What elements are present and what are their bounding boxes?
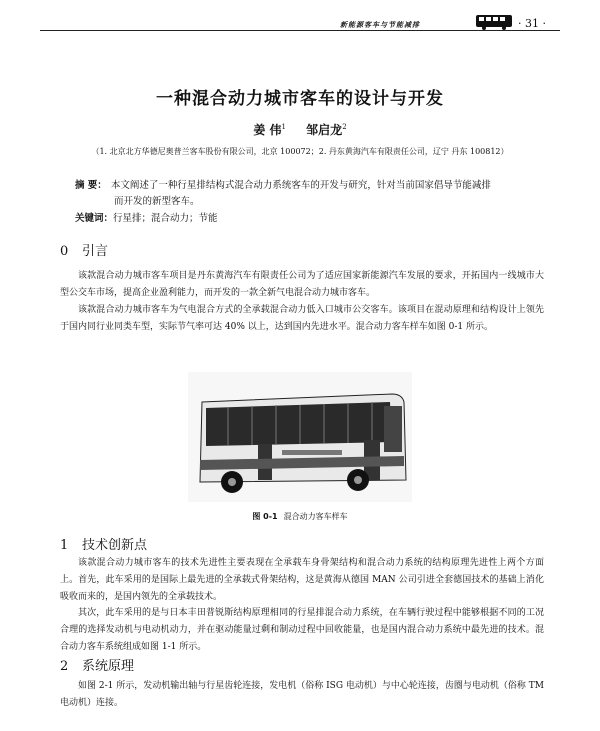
author-2: 邹启龙$^2$ (306, 123, 347, 137)
section-heading-0: 0 引言 (60, 244, 109, 259)
abstract-text-2: 而开发的新型客车。 (114, 196, 200, 207)
paragraph-0-1: 该款混合动力城市客车项目是丹东黄海汽车有限责任公司为了适应国家新能源汽车发展的要求，开拓国内一线城市大型公交车市场，提高企业盈利能力，而开发的一款全新气电混合动力城市客车。 (60, 271, 544, 298)
author-list (0, 121, 600, 138)
abstract (75, 178, 555, 210)
figure-title: 混合动力客车样车 (283, 512, 348, 521)
bus-photo (188, 372, 412, 502)
section-heading-1: 1 技术创新点 (60, 538, 148, 553)
paragraph-1-2: 其次，此车采用的是与日本丰田普锐斯结构原理相同的行星排混合动力系统，在车辆行驶过程中能够根据不同的工况合理的选择发动机与电动机动力，并在驱动能量过剩和制动过程中回收能量，也是国内混合动力系统中最先进的技术。混合动力客车系统组成如图 1-1 所示。 (60, 608, 544, 652)
paragraph-1-1: 该款混合动力城市客车的技术先进性主要表现在全承载车身骨架结构和混合动力系统的结构原理先进性上两个方面上。首先，此车采用的是国际上最先进的全承载式骨架结构，这是黄海从德国 MAN 公司引进全套德国技术的基础上消化吸收而来的，是国内领先的全承载技术。 (60, 558, 544, 602)
paper-title: 一种混合动力城市客车的设计与开发 (156, 89, 444, 109)
paragraph-2-1: 如图 2-1 所示，发动机输出轴与行星齿轮连接，发电机（俗称 ISG 电动机）与中心轮连接，齿圈与电动机（俗称 TM 电动机）连接。 (60, 681, 544, 708)
keywords-text: 行星排；混合动力；节能 (113, 213, 218, 224)
affiliation: （1. 北京北方华德尼奥普兰客车股份有限公司，北京 100072；2. 丹东黄海汽车有限责任公司，辽宁 丹东 100812） (91, 147, 509, 156)
figure-caption (0, 511, 600, 522)
figure-number: 图 0-1 (252, 512, 278, 521)
keywords (75, 210, 218, 224)
keywords-label: 关键词： (75, 213, 114, 224)
journal-name: 新能源客车与节能减排 (340, 20, 420, 29)
author-1: 姜 伟$^1$ (253, 123, 286, 137)
page-number: · 31 · (518, 17, 546, 30)
paragraph-0-2: 该款混合动力城市客车为气电混合方式的全承载混合动力低入口城市公交客车。该项目在混动原理和结构设计上领先于国内同行业同类车型，实际节气率可达 40% 以上，达到国内先进水平。混合动力客车样车如图 0-1 所示。 (60, 305, 544, 332)
section-heading-2: 2 系统原理 (60, 659, 135, 674)
abstract-label: 摘 要： (75, 180, 107, 191)
bus-logo-icon (475, 13, 515, 30)
abstract-text-1: 本文阐述了一种行星排结构式混合动力系统客车的开发与研究，针对当前国家倡导节能减排 (110, 180, 491, 191)
header-rule (40, 30, 560, 31)
